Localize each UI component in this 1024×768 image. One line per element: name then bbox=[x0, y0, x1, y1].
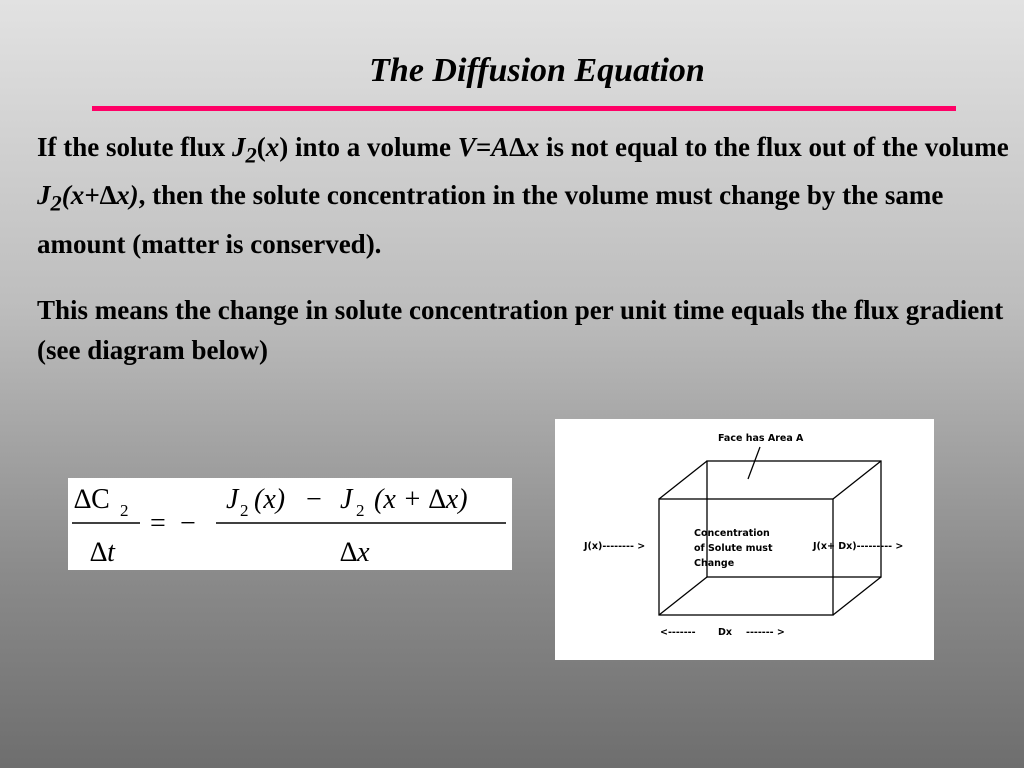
x-variable: x bbox=[265, 132, 280, 162]
cube-edge-bottom-right bbox=[833, 577, 881, 615]
flux-out-symbol: J bbox=[37, 180, 51, 211]
right-flux-label: J(x+ Dx)--------- > bbox=[813, 541, 904, 552]
lhs-denominator: ∆t bbox=[90, 537, 115, 568]
cube-front-face bbox=[659, 499, 833, 615]
dx-right-arrow: ------- > bbox=[746, 627, 785, 638]
delta-symbol: ∆ bbox=[509, 132, 526, 162]
dx-left-arrow: <------- bbox=[660, 627, 696, 638]
p1-text-c: is not equal to the flux out of the volume bbox=[539, 132, 1009, 162]
center-label-line1: Concentration bbox=[694, 528, 770, 539]
flux-subscript: 2 bbox=[245, 142, 257, 168]
volume-x: x bbox=[525, 132, 540, 162]
flux-symbol: J bbox=[232, 132, 246, 162]
diffusion-equation bbox=[68, 478, 512, 570]
paragraph-flux-balance bbox=[37, 127, 1012, 264]
diffusion-volume-diagram bbox=[555, 419, 934, 660]
p1-text-a: If the solute flux bbox=[37, 132, 232, 162]
p1-text-b: ) into a volume bbox=[279, 132, 458, 162]
cube-diagram-svg bbox=[555, 419, 934, 660]
lhs-numerator: ∆C bbox=[74, 484, 110, 515]
rhs-numerator-minus: − bbox=[306, 484, 322, 515]
equals-sign: = bbox=[150, 508, 166, 539]
cube-wireframe bbox=[659, 447, 881, 615]
rhs-flux-b: J bbox=[340, 484, 353, 515]
cube-edge-top-left bbox=[659, 461, 707, 499]
title-underline bbox=[92, 106, 956, 111]
rhs-flux-b-subscript: 2 bbox=[356, 501, 365, 520]
flux-out-argument: (x+∆x) bbox=[61, 180, 139, 211]
equation-svg bbox=[68, 478, 512, 570]
minus-sign: − bbox=[180, 508, 196, 539]
dx-label: Dx bbox=[718, 627, 733, 638]
cube-edge-bottom-left bbox=[659, 577, 707, 615]
rhs-denominator: ∆x bbox=[340, 537, 370, 568]
flux-out-subscript: 2 bbox=[50, 190, 62, 216]
lhs-numerator-subscript: 2 bbox=[120, 501, 129, 520]
cube-edge-top-right bbox=[833, 461, 881, 499]
face-area-label: Face has Area A bbox=[718, 433, 804, 444]
left-flux-label: J(x)-------- > bbox=[584, 541, 646, 552]
rhs-flux-b-argument: (x + ∆x) bbox=[374, 484, 468, 515]
rhs-flux-a-argument: (x) bbox=[254, 484, 286, 515]
paragraph-flux-gradient: This means the change in solute concentration per unit time equals the flux gradient (see diagram below) bbox=[37, 295, 1004, 365]
slide-title: The Diffusion Equation bbox=[369, 52, 705, 89]
p1-text-d: , then the solute concentration in the volume must change by the same amount (matter is conserved). bbox=[37, 180, 944, 259]
face-pointer-line bbox=[748, 447, 760, 479]
center-label-line2: of Solute must bbox=[694, 543, 773, 554]
p1-open-paren: ( bbox=[256, 132, 266, 162]
center-label-line3: Change bbox=[694, 558, 735, 569]
rhs-flux-a: J bbox=[226, 484, 239, 515]
rhs-flux-a-subscript: 2 bbox=[240, 501, 249, 520]
volume-expression: V=A bbox=[457, 132, 510, 162]
